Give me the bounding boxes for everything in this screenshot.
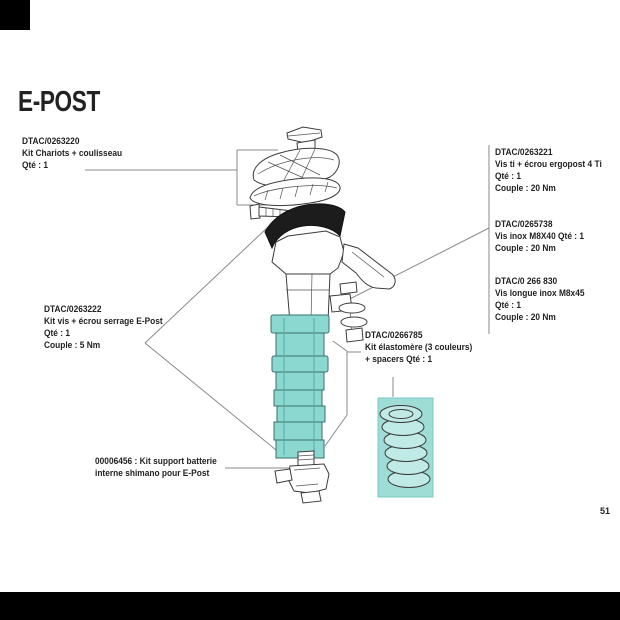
elastomer-inset-detail <box>378 398 433 497</box>
part-number: DTAC/0263220 <box>22 136 80 147</box>
label-elastomere <box>365 330 472 366</box>
part-description: Kit élastomère (3 couleurs) <box>365 342 473 353</box>
part-description: Kit Chariots + coulisseau <box>22 148 123 159</box>
part-quantity: + spacers Qté : 1 <box>365 354 433 365</box>
label-kit-chariots <box>22 136 122 172</box>
part-torque: Couple : 20 Nm <box>495 312 556 323</box>
part-quantity: Qté : 1 <box>495 171 522 182</box>
part-description: Vis inox M8X40 Qté : 1 <box>495 231 585 242</box>
part-quantity: Qté : 1 <box>22 160 49 171</box>
part-description: Vis longue inox M8x45 <box>495 288 585 299</box>
part-description: Vis ti + écrou ergopost 4 Ti <box>495 159 602 170</box>
part-torque: Couple : 20 Nm <box>495 183 556 194</box>
part-quantity: Qté : 1 <box>495 300 522 311</box>
label-vis-inox <box>495 219 584 255</box>
part-torque: Couple : 5 Nm <box>44 340 101 351</box>
part-quantity: Qté : 1 <box>44 328 71 339</box>
part-description: Kit vis + écrou serrage E-Post <box>44 316 163 327</box>
label-kit-vis <box>44 304 163 352</box>
label-vis-ti <box>495 147 602 195</box>
part-number: DTAC/0263221 <box>495 147 553 158</box>
part-torque: Couple : 20 Nm <box>495 243 556 254</box>
part-number: DTAC/0266785 <box>365 330 423 341</box>
part-number: DTAC/0263222 <box>44 304 102 315</box>
label-batterie <box>95 456 217 480</box>
part-description: 00006456 : Kit support batterie <box>95 456 217 467</box>
page-title: E-POST <box>18 86 100 118</box>
label-vis-longue <box>495 276 585 324</box>
page-number: 51 <box>600 506 611 516</box>
part-number: DTAC/0265738 <box>495 219 553 230</box>
elastomer-spacer-stack-part <box>271 315 329 458</box>
battery-support-part <box>275 451 329 503</box>
part-description-cont: interne shimano pour E-Post <box>95 468 210 479</box>
clamp-bolt-assembly-part <box>330 282 367 342</box>
part-number: DTAC/0 266 830 <box>495 276 558 287</box>
